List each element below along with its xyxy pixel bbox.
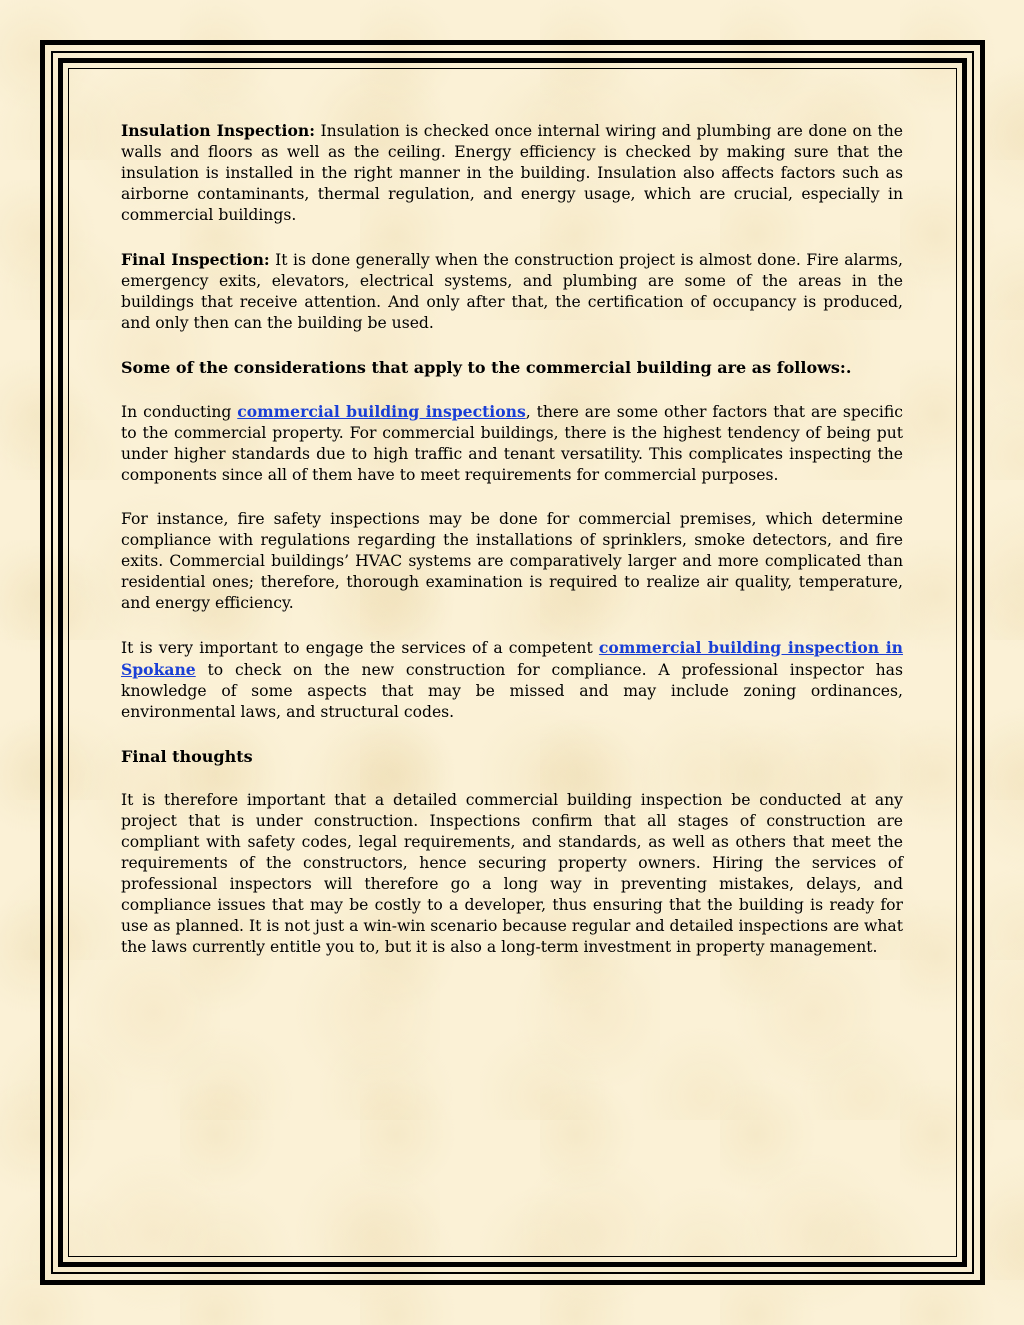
- conducting-text-before: In conducting: [121, 403, 238, 421]
- final-inspection-text: It is done generally when the construction project is almost done. Fire alarms, emergency exits, elevators, electrical systems, and plumbing are some of the areas in the buildings that receive attention. And only after that, the certification of occupancy is produced, and only then can the building be used.: [121, 251, 903, 332]
- fire-safety-paragraph: For instance, fire safety inspections may be done for commercial premises, which determine compliance with regulations regarding the installations of sprinklers, smoke detectors, and fire exits. Commercial buildings’ HVAC systems are comparatively larger and more complicated than residential ones; therefore, thorough examination is required to realize air quality, temperature, and energy efficiency.: [121, 510, 903, 612]
- considerations-heading: Some of the considerations that apply to the commercial building are as follows:.: [121, 358, 852, 377]
- insulation-label: Insulation Inspection:: [121, 121, 315, 140]
- conducting-paragraph: [121, 401, 903, 486]
- final-thoughts-heading: Final thoughts: [121, 747, 253, 766]
- spokane-paragraph: [121, 637, 903, 723]
- insulation-paragraph: [121, 120, 903, 226]
- final-inspection-paragraph: [121, 249, 903, 334]
- document-body: [121, 120, 903, 981]
- commercial-building-inspections-link[interactable]: commercial building inspections: [237, 402, 526, 421]
- conducting-text-after: , there are some other factors that are specific to the commercial property. For commercial buildings, there is the highest tendency of being put under higher standards due to high traffic and tenant versatility. This complicates inspecting the components since all of them have to meet requirements for commercial purposes.: [121, 403, 903, 484]
- insulation-text: Insulation is checked once internal wiring and plumbing are done on the walls and floors as well as the ceiling. Energy efficiency is checked by making sure that the insulation is installed in the right manner in the building. Insulation also affects factors such as airborne contaminants, thermal regulation, and energy usage, which are crucial, especially in commercial buildings.: [121, 122, 903, 224]
- spokane-text-before: It is very important to engage the services of a competent: [121, 639, 599, 657]
- spokane-text-after: to check on the new construction for compliance. A professional inspector has knowledge of some aspects that may be missed and may include zoning ordinances, environmental laws, and structural codes.: [121, 661, 903, 721]
- spokane-inspection-link[interactable]: commercial building inspection in Spokane: [121, 638, 903, 679]
- final-inspection-label: Final Inspection:: [121, 250, 270, 269]
- final-thoughts-paragraph: It is therefore important that a detailed commercial building inspection be conducted at any project that is under construction. Inspections confirm that all stages of construction are compliant with safety codes, legal requirements, and standards, as well as others that meet the requirements of the constructors, hence securing property owners. Hiring the services of professional inspectors will therefore go a long way in preventing mistakes, delays, and compliance issues that may be costly to a developer, thus ensuring that the building is ready for use as planned. It is not just a win-win scenario because regular and detailed inspections are what the laws currently entitle you to, but it is also a long-term investment in property management.: [121, 791, 903, 956]
